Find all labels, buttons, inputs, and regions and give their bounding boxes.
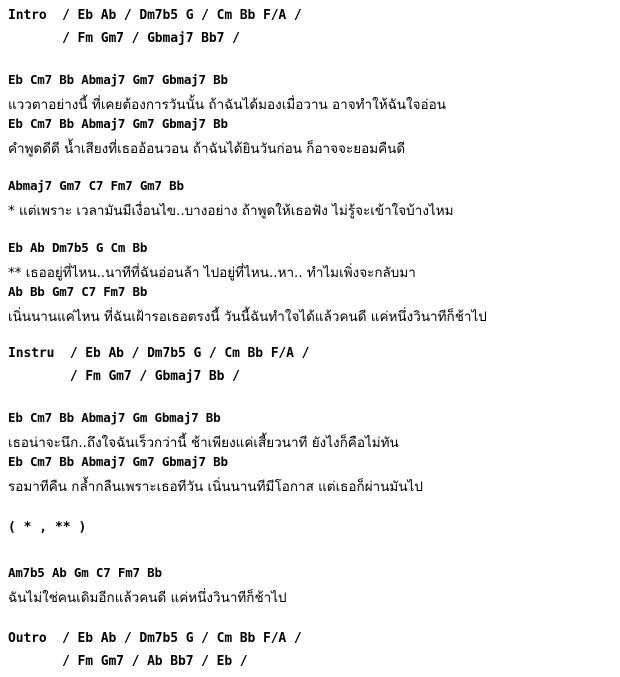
spacer — [0, 498, 620, 520]
intro-line-2: / Fm Gm7 / Gbmaj7 Bb7 / — [8, 31, 240, 46]
spacer — [0, 160, 620, 178]
spacer — [0, 328, 620, 346]
lyric-line: ฉันไม่ใช่คนเดิมอีกแล้วคนดี แค่หนึ่งวินาทีก็ช้าไป — [8, 590, 287, 606]
spacer — [0, 609, 620, 631]
chord-line: Abmaj7 Gm7 C7 Fm7 Gm7 Bb — [8, 178, 184, 193]
repeat-marker: ( * , ** ) — [8, 520, 87, 535]
outro-line-1: Outro / Eb Ab / Dm7b5 G / Cm Bb F/A / — [8, 631, 302, 646]
outro-line-2: / Fm Gm7 / Ab Bb7 / Eb / — [8, 654, 248, 669]
spacer — [0, 54, 620, 72]
lyric-line: * แต่เพราะ เวลามันมีเงื่อนไข..บางอย่าง ถ้าพูดให้เธอฟัง ไม่รู้จะเข้าใจบ้างไหม — [8, 203, 454, 219]
spacer — [0, 222, 620, 240]
chord-line: Eb Cm7 Bb Abmaj7 Gm7 Gbmaj7 Bb — [8, 72, 228, 87]
lyric-line: คำพูดดีดี น้ำเสียงที่เธออ้อนวอน ถ้าฉันได้ยินวันก่อน ก็อาจจะยอมคืนดี — [8, 141, 406, 157]
lyric-line: เนิ่นนานแค่ไหน ที่ฉันเฝ้ารอเธอตรงนี้ วันนี้ฉันทำใจได้แล้วคนดี แค่หนึ่งวินาทีก็ช้าไป — [8, 309, 487, 325]
chord-line: Eb Cm7 Bb Abmaj7 Gm7 Gbmaj7 Bb — [8, 116, 228, 131]
intro-line-1: Intro / Eb Ab / Dm7b5 G / Cm Bb F/A / — [8, 8, 302, 23]
chord-line: Eb Cm7 Bb Abmaj7 Gm7 Gbmaj7 Bb — [8, 454, 228, 469]
chord-line: Eb Cm7 Bb Abmaj7 Gm Gbmaj7 Bb — [8, 410, 221, 425]
spacer — [0, 392, 620, 410]
instru-line-1: Instru / Eb Ab / Dm7b5 G / Cm Bb F/A / — [8, 346, 310, 361]
lyric-line: รอมาทีคืน กล้ำกลืนเพราะเธอทีวัน เนิ่นนานทีมีโอกาส แต่เธอก็ผ่านมันไป — [8, 479, 423, 495]
lyric-line: ** เธออยู่ที่ไหน..นาทีที่ฉันอ่อนล้า ไปอยู่ที่ไหน..หา.. ทำไมเพิ่งจะกลับมา — [8, 265, 416, 281]
chord-line: Am7b5 Ab Gm C7 Fm7 Bb — [8, 565, 162, 580]
chord-line: Eb Ab Dm7b5 G Cm Bb — [8, 240, 148, 255]
chord-line: Ab Bb Gm7 C7 Fm7 Bb — [8, 284, 148, 299]
spacer — [0, 543, 620, 565]
lyric-line: เธอน่าจะนึก..ถึงใจฉันเร็วกว่านี้ ช้าเพียงแค่เสี้ยวนาที ยังไงก็คือไม่ทัน — [8, 435, 399, 451]
instru-line-2: / Fm Gm7 / Gbmaj7 Bb / — [8, 369, 240, 384]
lyric-line: แววตาอย่างนี้ ที่เคยต้องการวันนั้น ถ้าฉันได้มองเมื่อวาน อาจทำให้ฉันใจอ่อน — [8, 97, 446, 113]
